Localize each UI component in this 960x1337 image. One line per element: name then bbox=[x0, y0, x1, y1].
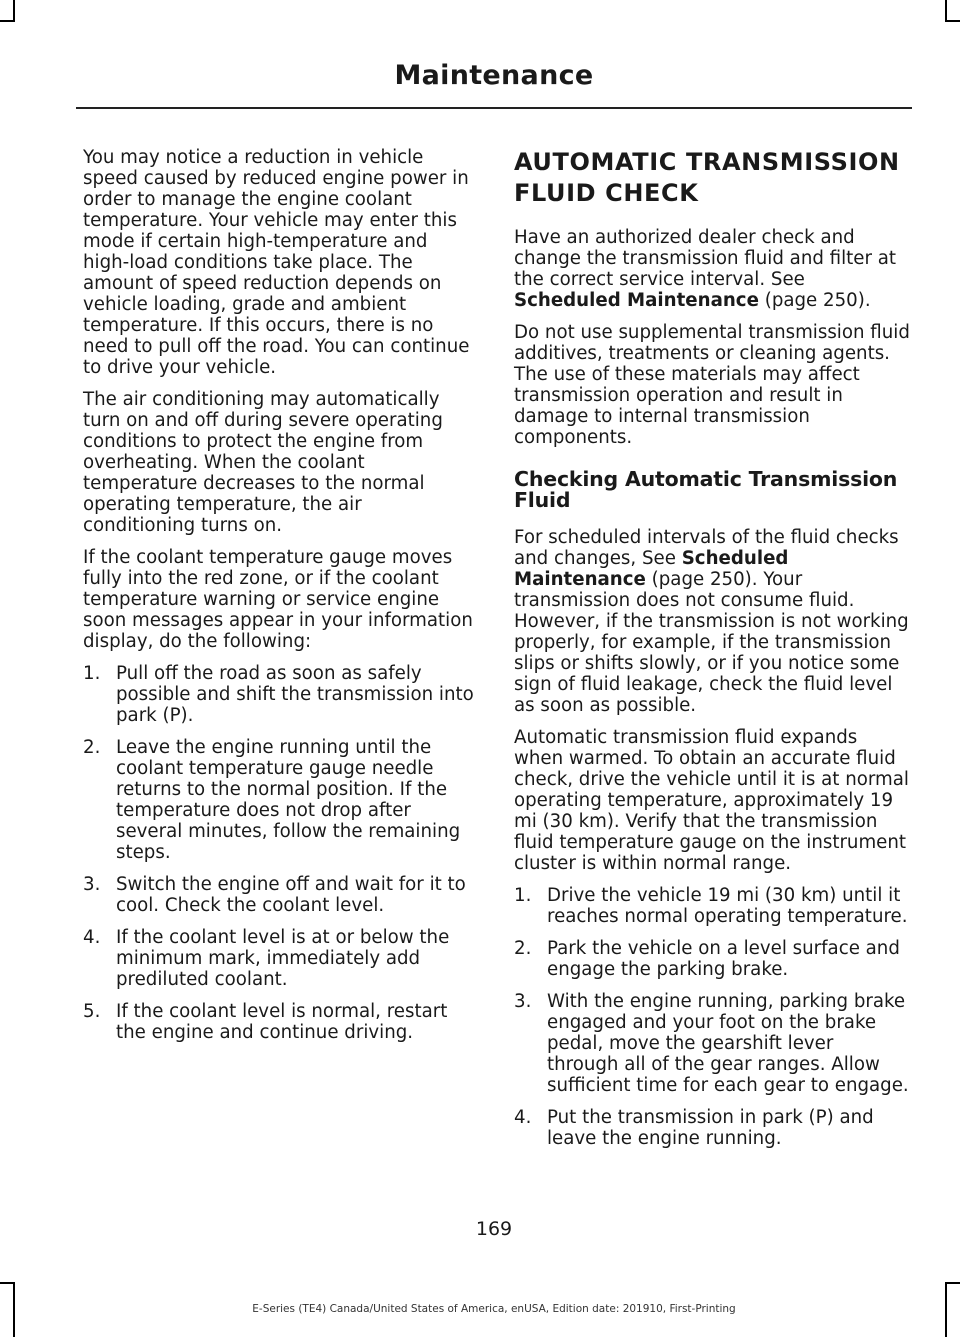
step-number: 1. bbox=[514, 885, 532, 906]
list-item bbox=[514, 938, 910, 980]
paragraph: Have an authorized dealer check and change the transmission fluid and filter at the correct service interval. See Scheduled Maintenance (page 250). bbox=[514, 227, 897, 311]
list-item bbox=[83, 663, 476, 726]
paragraph: You may notice a reduction in vehicle speed caused by reduced engine power in order to manage the engine coolant temperature. Your vehicle may enter this mode if certain high-temperature and high-load conditions take place. The amount of speed reduction depends on vehicle loading, grade and ambient temperature. If this occurs, there is no need to pull off the road. You can continue to drive your vehicle. bbox=[83, 147, 470, 378]
step-text: Switch the engine off and wait for it to cool. Check the coolant level. bbox=[116, 874, 466, 916]
page-title: Maintenance bbox=[394, 60, 594, 91]
step-number: 4. bbox=[83, 927, 101, 948]
step-text: Drive the vehicle 19 mi (30 km) until it reaches normal operating temperature. bbox=[547, 885, 908, 927]
right-column bbox=[514, 147, 910, 1160]
overheat-steps-list bbox=[83, 663, 476, 1043]
list-item bbox=[83, 927, 476, 990]
crop-mark bbox=[0, 20, 15, 22]
step-text: Park the vehicle on a level surface and engage the parking brake. bbox=[547, 938, 900, 980]
header-divider bbox=[76, 107, 912, 109]
crop-mark bbox=[945, 0, 947, 22]
step-text: If the coolant level is normal, restart the engine and continue driving. bbox=[116, 1001, 448, 1043]
left-column bbox=[83, 147, 476, 1054]
list-item bbox=[514, 885, 910, 927]
crop-mark bbox=[945, 20, 960, 22]
step-number: 4. bbox=[514, 1107, 532, 1128]
crop-mark bbox=[945, 1282, 960, 1284]
paragraph: Do not use supplemental transmission fluid additives, treatments or cleaning agents. The use of these materials may affect transmission operation and result in damage to internal transmission components. bbox=[514, 322, 910, 448]
section-heading: AUTOMATIC TRANSMISSION FLUID CHECK bbox=[514, 148, 900, 207]
paragraph: For scheduled intervals of the fluid checks and changes, See Scheduled Maintenance (page 250). Your transmission does not consume fluid. However, if the transmission is not working properly, for example, if the transmission slips or shifts slowly, or if you notice some sign of fluid leakage, check the fluid level as soon as possible. bbox=[514, 527, 909, 716]
step-text: Pull off the road as soon as safely possible and shift the transmission into park (P). bbox=[116, 663, 474, 726]
step-number: 5. bbox=[83, 1001, 101, 1022]
step-number: 3. bbox=[83, 874, 101, 895]
step-text: With the engine running, parking brake engaged and your foot on the brake pedal, move the gearshift lever through all of the gear ranges. Allow sufficient time for each gear to engage. bbox=[547, 991, 909, 1096]
cross-reference-link[interactable]: Scheduled Maintenance bbox=[514, 290, 759, 311]
step-number: 1. bbox=[83, 663, 101, 684]
crop-mark bbox=[0, 1282, 15, 1284]
step-number: 2. bbox=[514, 938, 532, 959]
list-item bbox=[83, 874, 476, 916]
list-item bbox=[83, 737, 476, 863]
step-text: Leave the engine running until the coolant temperature gauge needle returns to the normal position. If the temperature does not drop after several minutes, follow the remaining steps. bbox=[116, 737, 461, 863]
list-item bbox=[514, 991, 910, 1096]
paragraph: Automatic transmission fluid expands when warmed. To obtain an accurate fluid check, drive the vehicle until it is at normal operating temperature, approximately 19 mi (30 km). Verify that the transmission fluid temperature gauge on the instrument cluster is within normal range. bbox=[514, 727, 909, 874]
step-text: Put the transmission in park (P) and leave the engine running. bbox=[547, 1107, 874, 1149]
fluid-check-steps-list bbox=[514, 885, 910, 1149]
step-number: 3. bbox=[514, 991, 532, 1012]
list-item bbox=[514, 1107, 910, 1149]
list-item bbox=[83, 1001, 476, 1043]
paragraph: The air conditioning may automatically turn on and off during severe operating conditions to protect the engine from overheating. When the coolant temperature decreases to the normal operating temperature, the air conditioning turns on. bbox=[83, 389, 443, 536]
page-number: 169 bbox=[475, 1218, 513, 1240]
crop-mark bbox=[13, 0, 15, 22]
subsection-heading: Checking Automatic Transmission Fluid bbox=[514, 467, 898, 512]
edition-footer: E-Series (TE4) Canada/United States of America, enUSA, Edition date: 201910, First-Printing bbox=[252, 1303, 736, 1315]
step-number: 2. bbox=[83, 737, 101, 758]
paragraph: If the coolant temperature gauge moves fully into the red zone, or if the coolant temperature warning or service engine soon messages appear in your information display, do the following: bbox=[83, 547, 473, 652]
step-text: If the coolant level is at or below the minimum mark, immediately add prediluted coolant. bbox=[116, 927, 450, 990]
cross-reference-link[interactable]: Scheduled Maintenance bbox=[514, 548, 789, 590]
